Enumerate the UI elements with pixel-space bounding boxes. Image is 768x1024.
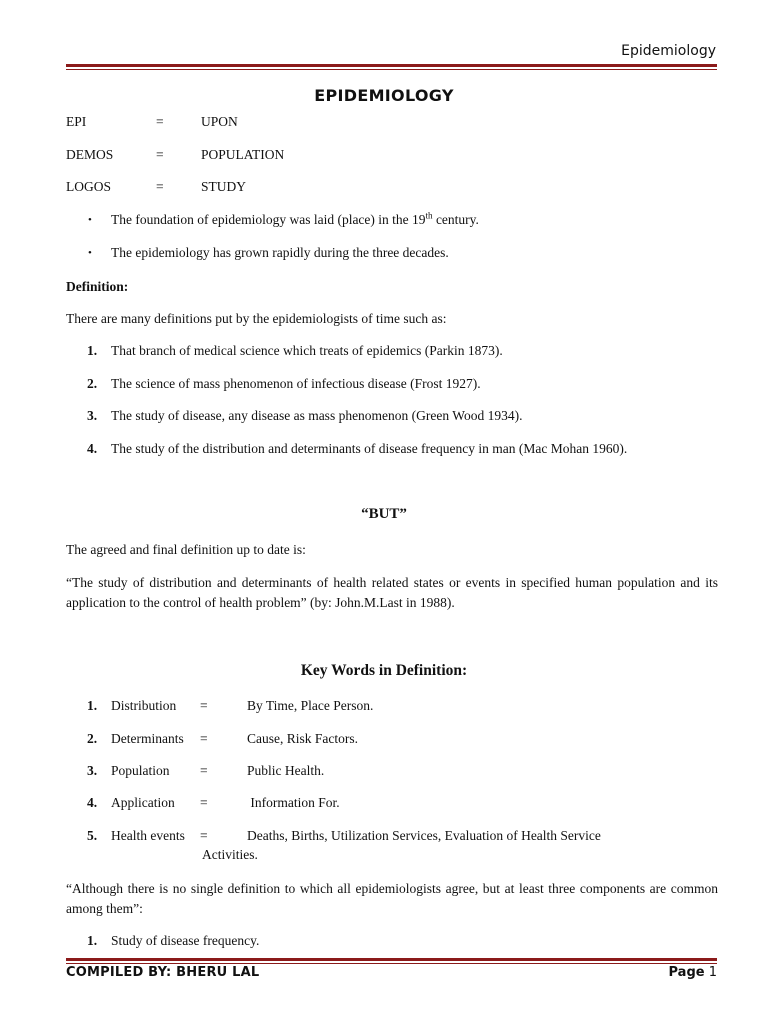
- but-heading: “BUT”: [361, 506, 407, 522]
- keyword-equals: =: [200, 763, 208, 778]
- keyword-value: Public Health.: [247, 763, 325, 778]
- keyword-value: By Time, Place Person.: [247, 698, 374, 713]
- keyword-equals: =: [200, 828, 208, 843]
- bullet-text: The foundation of epidemiology was laid (place) in the 19th century.: [111, 210, 479, 227]
- list-number: 1.: [87, 343, 98, 358]
- keyword-term: Population: [111, 763, 170, 778]
- definition-item: That branch of medical science which treats of epidemics (Parkin 1873).: [111, 343, 503, 358]
- document-title: EPIDEMIOLOGY: [314, 86, 454, 105]
- keyword-value-continuation: Activities.: [202, 847, 258, 862]
- etymology-meaning: UPON: [201, 114, 238, 129]
- header-rule-thin: [66, 69, 717, 70]
- component-item: Study of disease frequency.: [111, 933, 260, 948]
- definition-item: The science of mass phenomenon of infectious disease (Frost 1927).: [111, 376, 481, 391]
- keyword-value: Information For.: [247, 795, 340, 810]
- page-label: Page: [668, 965, 705, 980]
- etymology-equals: =: [156, 147, 164, 162]
- list-number: 1.: [87, 933, 98, 948]
- etymology-term: EPI: [66, 114, 87, 129]
- etymology-equals: =: [156, 179, 164, 194]
- footer-rule-thick: [66, 958, 717, 961]
- keyword-equals: =: [200, 698, 208, 713]
- footer-page-number: [669, 965, 718, 980]
- list-number: 4.: [87, 441, 98, 456]
- etymology-equals: =: [156, 114, 164, 129]
- bullet-icon: •: [88, 247, 92, 259]
- keyword-term: Distribution: [111, 698, 177, 713]
- definition-item: The study of the distribution and determinants of disease frequency in man (Mac Mohan 1960).: [111, 441, 628, 456]
- etymology-meaning: STUDY: [201, 179, 247, 194]
- etymology-term: DEMOS: [66, 147, 114, 162]
- agreed-intro: The agreed and final definition up to date is:: [66, 542, 306, 557]
- etymology-term: LOGOS: [66, 179, 112, 194]
- definition-heading: Definition:: [66, 279, 129, 294]
- list-number: 4.: [87, 795, 98, 810]
- list-number: 1.: [87, 698, 98, 713]
- keyword-equals: =: [200, 795, 208, 810]
- header-rule-thick: [66, 64, 717, 67]
- list-number: 5.: [87, 828, 98, 843]
- page-number: 1: [708, 965, 717, 980]
- keyword-term: Application: [111, 795, 175, 810]
- keyword-value: Cause, Risk Factors.: [247, 731, 358, 746]
- keyword-value: Deaths, Births, Utilization Services, Evaluation of Health Service: [247, 828, 601, 843]
- keywords-heading: Key Words in Definition:: [300, 662, 468, 679]
- list-number: 2.: [87, 376, 98, 391]
- agreed-definition-quote: “The study of distribution and determinants of health related states or events in specified human population and its application to the control of health problem” (by: John.M.Last in 1988).: [66, 575, 718, 610]
- definition-intro: There are many definitions put by the epidemiologists of time such as:: [66, 311, 447, 326]
- list-number: 2.: [87, 731, 98, 746]
- keyword-term: Health events: [111, 828, 185, 843]
- etymology-meaning: POPULATION: [201, 147, 285, 162]
- definition-item: The study of disease, any disease as mass phenomenon (Green Wood 1934).: [111, 408, 523, 423]
- keyword-term: Determinants: [111, 731, 184, 746]
- list-number: 3.: [87, 408, 98, 423]
- components-intro: “Although there is no single definition to which all epidemiologists agree, but at least three components are common among them”:: [66, 881, 718, 916]
- bullet-icon: •: [88, 214, 92, 226]
- bullet-text: The epidemiology has grown rapidly during the three decades.: [111, 245, 449, 260]
- footer-compiled-by: COMPILED BY: BHERU LAL: [66, 965, 260, 980]
- footer-rule-thin: [66, 963, 717, 964]
- header-title: Epidemiology: [621, 43, 716, 59]
- list-number: 3.: [87, 763, 98, 778]
- keyword-equals: =: [200, 731, 208, 746]
